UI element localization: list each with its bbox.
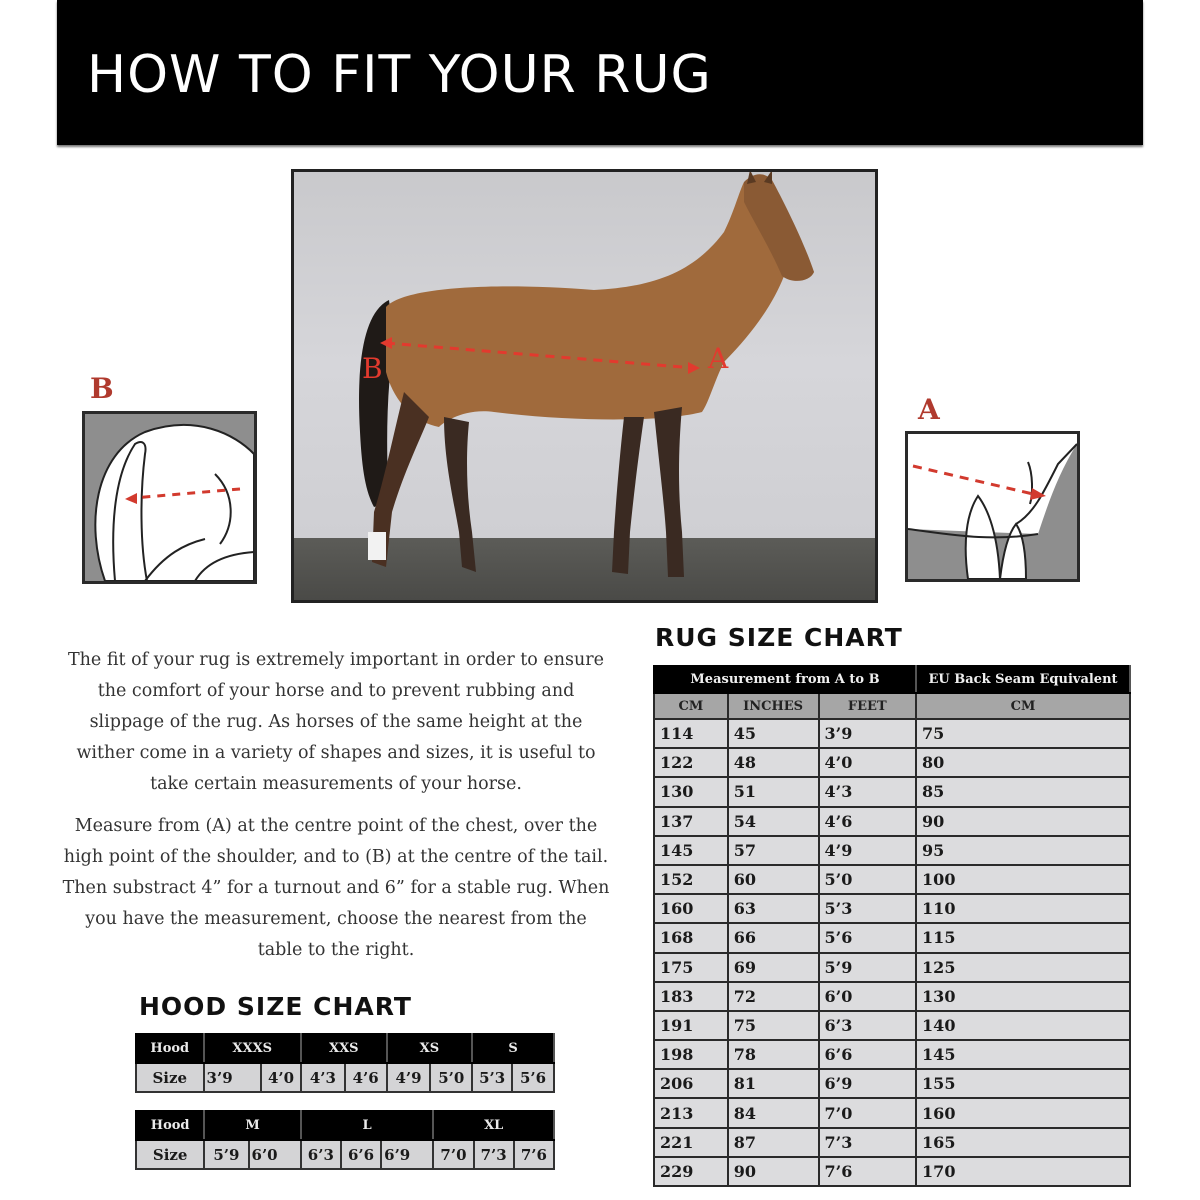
table-row [654,777,1130,806]
size-value: 6’3 [301,1140,341,1169]
photo-label-a: A [708,342,729,375]
cell-feet: 3’9 [819,719,917,748]
cell-inches: 57 [728,836,819,865]
cell-eu-cm: 170 [916,1157,1130,1186]
cell-feet: 4’6 [819,807,917,836]
horse-photo [291,169,878,603]
table-row [654,894,1130,923]
hood-size-xxxs: XXXS [204,1034,301,1063]
size-value: 4’0 [261,1063,301,1092]
hood-size-l: L [301,1111,434,1140]
hood-size-table-1 [135,1033,555,1093]
cell-feet: 5’6 [819,923,917,952]
cell-feet: 6’6 [819,1040,917,1069]
cell-eu-cm: 160 [916,1098,1130,1127]
hood-row [136,1111,554,1140]
cell-cm: 206 [654,1069,728,1098]
cell-eu-cm: 125 [916,953,1130,982]
size-value: 7’0 [433,1140,473,1169]
cell-eu-cm: 100 [916,865,1130,894]
size-value: 3’9 [204,1063,262,1092]
size-value: 4’9 [387,1063,431,1092]
cell-eu-cm: 75 [916,719,1130,748]
table-row [654,953,1130,982]
cell-cm: 160 [654,894,728,923]
cell-inches: 63 [728,894,819,923]
hood-size-table-2 [135,1110,555,1170]
cell-inches: 60 [728,865,819,894]
size-value: 6’6 [341,1140,381,1169]
cell-inches: 81 [728,1069,819,1098]
cell-cm: 152 [654,865,728,894]
cell-eu-cm: 155 [916,1069,1130,1098]
cell-cm: 198 [654,1040,728,1069]
cell-feet: 5’9 [819,953,917,982]
cell-feet: 4’9 [819,836,917,865]
cell-cm: 183 [654,982,728,1011]
cell-inches: 66 [728,923,819,952]
cell-cm: 175 [654,953,728,982]
size-value: 5’6 [512,1063,554,1092]
cell-inches: 87 [728,1128,819,1157]
cell-inches: 45 [728,719,819,748]
cell-feet: 7’3 [819,1128,917,1157]
col-header-inches: INCHES [728,693,819,719]
cell-feet: 4’3 [819,777,917,806]
table-row [654,923,1130,952]
rug-size-table [653,665,1131,1187]
hood-size-xl: XL [433,1111,554,1140]
horse-illustration-icon [294,172,878,603]
cell-feet: 4’0 [819,748,917,777]
table-row [654,748,1130,777]
cell-inches: 69 [728,953,819,982]
hood-chart-title: HOOD SIZE CHART [139,992,412,1021]
table-row [654,865,1130,894]
chest-diagram [905,431,1080,582]
hood-size-xs: XS [387,1034,473,1063]
instructions-paragraph: Measure from (A) at the centre point of the chest, over the high point of the shoulder, and to (B) at the centre of the tail. Then substract 4” for a turnout and 6” for a stable rug. When you have the measurement, choose the nearest from the table to the right. [62,816,610,960]
col-header-eu-cm: CM [916,693,1130,719]
cell-eu-cm: 80 [916,748,1130,777]
cell-cm: 213 [654,1098,728,1127]
table-row [654,1040,1130,1069]
cell-cm: 130 [654,777,728,806]
hood-label: Hood [136,1111,204,1140]
cell-inches: 84 [728,1098,819,1127]
cell-eu-cm: 90 [916,807,1130,836]
cell-feet: 6’0 [819,982,917,1011]
size-value: 5’3 [472,1063,512,1092]
table-row [654,1069,1130,1098]
table-row [654,1011,1130,1040]
chest-diagram-icon [908,434,1077,579]
size-label: Size [136,1140,204,1169]
cell-feet: 6’3 [819,1011,917,1040]
cell-cm: 221 [654,1128,728,1157]
cell-inches: 54 [728,807,819,836]
cell-feet: 5’0 [819,865,917,894]
hood-size-s: S [472,1034,554,1063]
tail-diagram [82,411,257,584]
cell-feet: 7’6 [819,1157,917,1186]
cell-inches: 90 [728,1157,819,1186]
table-row [654,1157,1130,1186]
cell-cm: 168 [654,923,728,952]
page-title: HOW TO FIT YOUR RUG [87,45,712,105]
size-value: 6’9 [381,1140,433,1169]
table-row [654,982,1130,1011]
cell-cm: 122 [654,748,728,777]
table-row [654,1128,1130,1157]
cell-inches: 78 [728,1040,819,1069]
cell-feet: 7’0 [819,1098,917,1127]
cell-inches: 75 [728,1011,819,1040]
size-row [136,1140,554,1169]
cell-cm: 137 [654,807,728,836]
cell-eu-cm: 130 [916,982,1130,1011]
rug-chart-title: RUG SIZE CHART [655,623,903,652]
hood-size-m: M [204,1111,300,1140]
cell-inches: 51 [728,777,819,806]
size-value: 6’0 [249,1140,301,1169]
size-row [136,1063,554,1092]
cell-cm: 191 [654,1011,728,1040]
title-banner [57,0,1143,145]
group-header-measurement: Measurement from A to B [654,666,916,693]
table-row [654,807,1130,836]
table-row [654,719,1130,748]
cell-eu-cm: 165 [916,1128,1130,1157]
hood-label: Hood [136,1034,204,1063]
hood-size-xxs: XXS [301,1034,387,1063]
cell-eu-cm: 110 [916,894,1130,923]
cell-eu-cm: 95 [916,836,1130,865]
cell-inches: 48 [728,748,819,777]
size-value: 7’3 [474,1140,514,1169]
cell-inches: 72 [728,982,819,1011]
cell-cm: 229 [654,1157,728,1186]
cell-cm: 145 [654,836,728,865]
cell-eu-cm: 145 [916,1040,1130,1069]
size-label: Size [136,1063,204,1092]
table-row [654,836,1130,865]
size-value: 5’9 [204,1140,248,1169]
cell-eu-cm: 140 [916,1011,1130,1040]
cell-feet: 6’9 [819,1069,917,1098]
diagram-b-label: B [90,372,114,405]
cell-eu-cm: 85 [916,777,1130,806]
size-value: 7’6 [514,1140,554,1169]
table-row [654,1098,1130,1127]
diagram-a-label: A [918,393,940,426]
hood-row [136,1034,554,1063]
cell-feet: 5’3 [819,894,917,923]
tail-diagram-icon [85,414,254,581]
col-header-feet: FEET [819,693,917,719]
rug-table-body [654,719,1130,1186]
cell-cm: 114 [654,719,728,748]
size-value: 4’3 [301,1063,345,1092]
size-value: 5’0 [430,1063,472,1092]
size-value: 4’6 [345,1063,387,1092]
intro-paragraph: The fit of your rug is extremely important in order to ensure the comfort of your horse and to prevent rubbing and slippage of the rug. As horses of the same height at the wither come in a variety of shapes and sizes, it is useful to take certain measurements of your horse. [67,650,605,794]
photo-label-b: B [362,352,383,385]
cell-eu-cm: 115 [916,923,1130,952]
group-header-eu: EU Back Seam Equivalent [916,666,1130,693]
col-header-cm: CM [654,693,728,719]
